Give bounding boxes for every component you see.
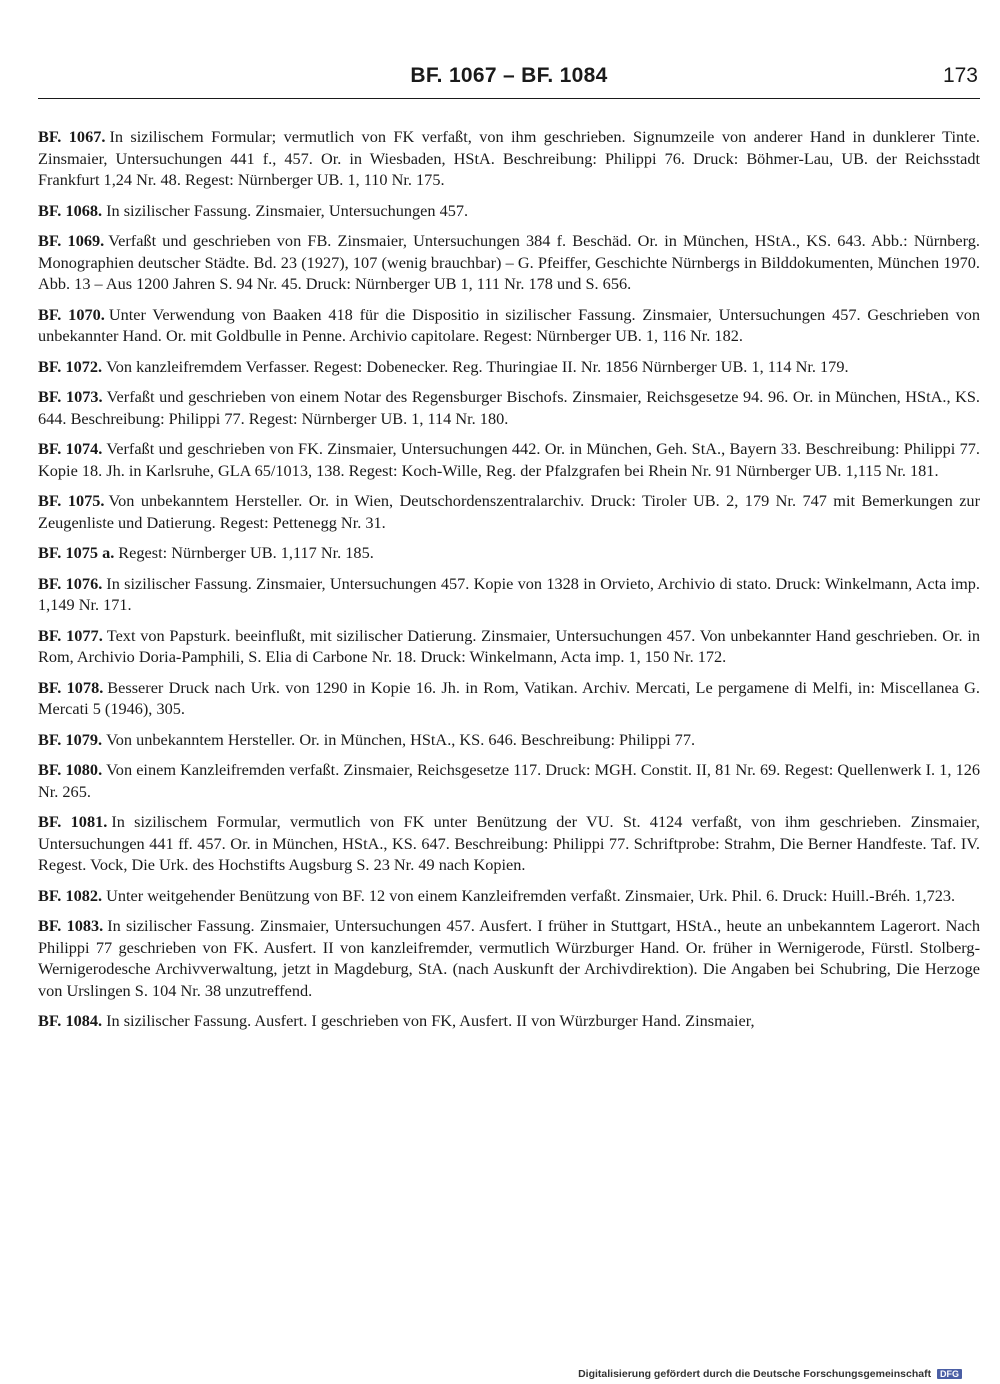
funding-credit-text: Digitalisierung gefördert durch die Deutsche Forschungsgemeinschaft: [578, 1368, 932, 1380]
entry-list: [38, 126, 980, 1041]
entry-id: BF. 1074.: [38, 439, 103, 458]
entry-paragraph: [38, 811, 980, 876]
entry-text: Regest: Nürnberger UB. 1,117 Nr. 185.: [118, 543, 374, 562]
entry-id: BF. 1067.: [38, 127, 106, 146]
entry-paragraph: [38, 1010, 980, 1032]
footer-credit: [578, 1368, 962, 1380]
entry-id: BF. 1075 a.: [38, 543, 115, 562]
entry-paragraph: [38, 759, 980, 802]
entry-paragraph: [38, 126, 980, 191]
entry-paragraph: [38, 885, 980, 907]
entry-id: BF. 1078.: [38, 677, 104, 697]
entry-text: In sizilischer Fassung. Zinsmaier, Untersuchungen 457.: [106, 200, 469, 220]
entry-id: BF. 1076.: [38, 573, 103, 593]
page-number: 173: [942, 64, 978, 87]
entry-id: BF. 1079.: [38, 729, 103, 749]
entry-id: BF. 1080.: [38, 760, 103, 779]
entry-text: Unter weitgehender Benützung von BF. 12 von einem Kanzleifremden verfaßt. Zinsmaier, Urk. Phil. 6. Druck: Huill.-Bréh. 1,723.: [106, 885, 956, 905]
entry-text: Von unbekanntem Hersteller. Or. in München, HStA., KS. 646. Beschreibung: Philippi 77.: [106, 729, 696, 749]
entry-paragraph: [38, 438, 980, 481]
entry-text: Verfaßt und geschrieben von FB. Zinsmaier, Untersuchungen 384 f. Beschäd. Or. in München, HStA., KS. 643. Abb.: Nürnberg. Monographien deutscher Städte. Bd. 23 (1927), 107 (wenig brauchbar) – G. Pfeiffer, Geschichte Nürnbergs in Bilddokumenten, München 1970. Abb. 13 – Aus 1200 Jahren S. 94 Nr. 45. Druck: Nürnberger UB 1, 111 Nr. 178 und S. 656.: [38, 231, 980, 293]
entry-paragraph: [38, 729, 980, 751]
entry-id: BF. 1072.: [38, 356, 103, 376]
entry-text: In sizilischem Formular; vermutlich von FK verfaßt, von ihm geschrieben. Signumzeile von anderer Hand in dunklerer Tinte. Zinsmaier, Untersuchungen 441 f., 457. Or. in Wiesbaden, HStA. Beschreibung: Philippi 76. Druck: Böhmer-Lau, UB. der Reichsstadt Frankfurt 1,24 Nr. 48. Regest: Nürnberger UB. 1, 110 Nr. 175.: [38, 127, 980, 189]
entry-text: Text von Papsturk. beeinflußt, mit sizilischer Datierung. Zinsmaier, Untersuchungen 457. Von unbekannter Hand geschrieben. Or. in Rom, Archivio Doria-Pamphili, S. Elia di Carbone Nr. 18. Druck: Winkelmann, Acta imp. 1, 150 Nr. 172.: [38, 625, 980, 666]
entry-text: Verfaßt und geschrieben von einem Notar des Regensburger Bischofs. Zinsmaier, Reichsgesetze 94. 96. Or. in München, HStA., KS. 644. Beschreibung: Philippi 77. Regest: Nürnberger UB. 1, 114 Nr. 180.: [38, 387, 980, 428]
entry-text: Verfaßt und geschrieben von FK. Zinsmaier, Untersuchungen 442. Or. in München, Geh. StA., Bayern 33. Beschreibung: Philippi 77. Kopie 18. Jh. in Karlsruhe, GLA 65/1013, 138. Regest: Koch-Wille, Reg. der Pfalzgrafen bei Rhein Nr. 91 Nürnberger UB. 1,115 Nr. 181.: [38, 439, 980, 480]
dfg-logo-icon: DFG: [937, 1369, 962, 1379]
entry-text: In sizilischem Formular, vermutlich von FK unter Benützung der VU. St. 4124 verfaßt, von ihm geschrieben. Zinsmaier, Untersuchungen 441 ff. 457. Or. in München, HStA., KS. 647. Beschreibung: Philippi 77. Schriftprobe: Strahm, Die Berner Handfeste. Taf. IV. Regest. Vock, Die Urk. des Hochstifts Augsburg S. 23 Nr. 49 nach Kopien.: [38, 812, 980, 874]
entry-id: BF. 1075.: [38, 491, 105, 510]
entry-paragraph: [38, 304, 980, 347]
entry-id: BF. 1082.: [38, 885, 103, 905]
entry-id: BF. 1068.: [38, 200, 103, 220]
running-head: BF. 1067 – BF. 1084: [410, 64, 608, 87]
entry-paragraph: [38, 915, 980, 1001]
entry-paragraph: [38, 230, 980, 295]
entry-text: Von einem Kanzleifremden verfaßt. Zinsmaier, Reichsgesetze 117. Druck: MGH. Constit. II, 81 Nr. 69. Regest: Quellenwerk I. 1, 126 Nr. 265.: [38, 760, 980, 801]
entry-paragraph: [38, 200, 980, 222]
entry-text: Von kanzleifremdem Verfasser. Regest: Dobenecker. Reg. Thuringiae II. Nr. 1856 Nürnberger UB. 1, 114 Nr. 179.: [106, 356, 849, 376]
entry-text: In sizilischer Fassung. Zinsmaier, Untersuchungen 457. Kopie von 1328 in Orvieto, Archivio di stato. Druck: Winkelmann, Acta imp. 1,149 Nr. 171.: [38, 573, 980, 614]
entry-paragraph: [38, 490, 980, 533]
entry-paragraph: [38, 573, 980, 616]
entry-text: Besserer Druck nach Urk. von 1290 in Kopie 16. Jh. in Rom, Vatikan. Archiv. Mercati, Le pergamene di Melfi, in: Miscellanea G. Mercati 5 (1946), 305.: [38, 677, 980, 718]
entry-id: BF. 1081.: [38, 812, 108, 831]
entry-paragraph: [38, 677, 980, 720]
entry-text: In sizilischer Fassung. Ausfert. I geschrieben von FK, Ausfert. II von Würzburger Hand. Zinsmaier,: [106, 1011, 755, 1030]
entry-text: Unter Verwendung von Baaken 418 für die Dispositio in sizilischer Fassung. Zinsmaier, Untersuchungen 457. Geschrieben von unbekannter Hand. Or. mit Goldbulle in Penne. Archivio capitolare. Regest: Nürnberger UB. 1, 116 Nr. 182.: [38, 304, 980, 345]
entry-text: Von unbekanntem Hersteller. Or. in Wien, Deutschordenszentralarchiv. Druck: Tiroler UB. 2, 179 Nr. 747 mit Bemerkungen zur Zeugenliste und Datierung. Regest: Pettenegg Nr. 31.: [38, 491, 980, 532]
entry-text: In sizilischer Fassung. Zinsmaier, Untersuchungen 457. Ausfert. I früher in Stuttgart, HStA., heute an unbekanntem Lagerort. Nach Philippi 77 geschrieben von FK. Ausfert. II von kanzleifremder, vermutlich Würzburger Hand. Or. früher in Wernigerode, Fürstl. Stolberg-Wernigerodesche Archivverwaltung, jetzt in Magdeburg, StA. (nach Auskunft der Archivdirektion). Die Angaben bei Schubring, Die Herzoge von Urslingen S. 104 Nr. 38 unzutreffend.: [38, 916, 980, 1000]
entry-paragraph: [38, 356, 980, 378]
entry-paragraph: [38, 625, 980, 668]
entry-id: BF. 1084.: [38, 1011, 103, 1030]
entry-id: BF. 1073.: [38, 387, 103, 406]
entry-paragraph: [38, 386, 980, 429]
page-header: [38, 62, 980, 99]
entry-id: BF. 1077.: [38, 625, 103, 645]
entry-id: BF. 1069.: [38, 231, 105, 250]
entry-id: BF. 1070.: [38, 304, 105, 324]
entry-id: BF. 1083.: [38, 916, 104, 935]
entry-paragraph: [38, 542, 980, 564]
